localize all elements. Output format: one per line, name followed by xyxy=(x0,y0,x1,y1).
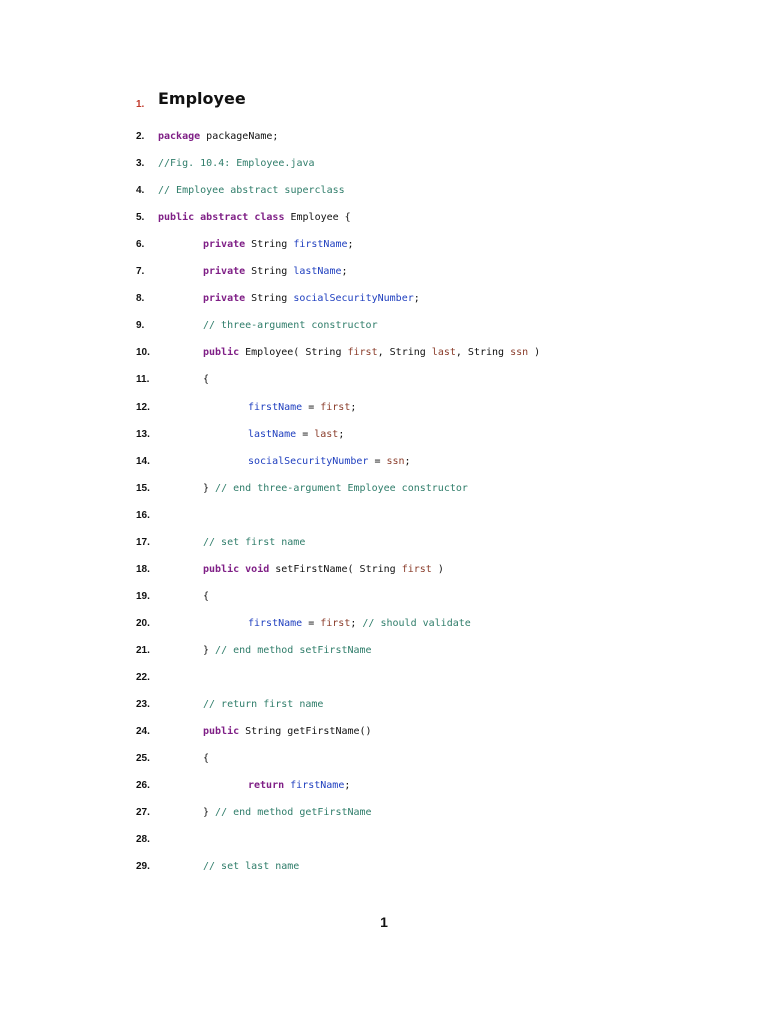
code-text xyxy=(203,644,372,658)
code-token: String xyxy=(245,266,294,277)
code-text xyxy=(248,455,411,469)
code-token: String xyxy=(245,293,294,304)
code-text xyxy=(158,157,315,171)
code-token: Employee { xyxy=(284,212,351,223)
code-token: // end method setFirstName xyxy=(215,645,372,656)
line-number: 26. xyxy=(136,780,150,791)
line-number: 21. xyxy=(136,645,150,656)
code-token: Employee( String xyxy=(239,347,348,358)
code-token: ; xyxy=(344,780,351,791)
code-token: = xyxy=(302,618,321,629)
code-token: lastName xyxy=(248,429,297,440)
line-number: 3. xyxy=(136,158,145,169)
code-token: { xyxy=(203,753,210,764)
code-token: ; xyxy=(347,239,354,250)
document-title: Employee xyxy=(158,89,246,108)
page-number: 1 xyxy=(380,914,388,930)
code-text xyxy=(158,211,351,225)
line-number: 15. xyxy=(136,483,150,494)
code-text xyxy=(203,698,323,712)
code-token: class xyxy=(254,212,285,223)
code-token: package xyxy=(158,131,201,142)
code-token: // end method getFirstName xyxy=(215,807,372,818)
code-token: ; xyxy=(338,429,345,440)
code-token: private xyxy=(203,266,246,277)
code-token: = xyxy=(302,402,321,413)
line-number: 9. xyxy=(136,320,145,331)
line-number: 12. xyxy=(136,402,150,413)
code-text xyxy=(203,860,299,874)
code-token: ; xyxy=(350,618,363,629)
code-token: = xyxy=(368,456,387,467)
code-token: ; xyxy=(341,266,348,277)
code-token: public xyxy=(203,564,240,575)
line-number: 17. xyxy=(136,537,150,548)
code-token: last xyxy=(314,429,339,440)
code-token: socialSecurityNumber xyxy=(248,456,369,467)
code-token: // three-argument constructor xyxy=(203,320,378,331)
code-token: String getFirstName() xyxy=(239,726,372,737)
line-number: 27. xyxy=(136,807,150,818)
code-token: public xyxy=(203,726,240,737)
line-number: 24. xyxy=(136,726,150,737)
line-number: 23. xyxy=(136,699,150,710)
code-token: firstName xyxy=(248,402,303,413)
line-number: 5. xyxy=(136,212,145,223)
code-text xyxy=(158,184,345,198)
code-token: setFirstName( String xyxy=(269,564,402,575)
code-token: // return first name xyxy=(203,699,324,710)
line-number: 28. xyxy=(136,834,150,845)
code-token: first xyxy=(320,402,351,413)
line-number: 10. xyxy=(136,347,150,358)
code-text xyxy=(203,319,378,333)
line-number: 19. xyxy=(136,591,150,602)
code-token: public xyxy=(203,347,240,358)
code-text xyxy=(248,779,350,793)
code-text xyxy=(203,806,372,820)
code-text xyxy=(203,292,420,306)
code-token: , String xyxy=(377,347,432,358)
code-token: private xyxy=(203,239,246,250)
code-text xyxy=(203,725,372,739)
code-text xyxy=(203,590,209,604)
code-text xyxy=(158,130,278,144)
code-token: private xyxy=(203,293,246,304)
line-number: 29. xyxy=(136,861,150,872)
line-number: 11. xyxy=(136,374,150,385)
code-token: void xyxy=(245,564,270,575)
code-text xyxy=(203,482,468,496)
line-number: 8. xyxy=(136,293,145,304)
code-token: // set first name xyxy=(203,537,306,548)
code-text xyxy=(248,617,471,631)
code-token: { xyxy=(203,591,210,602)
code-text xyxy=(203,265,348,279)
line-number: 4. xyxy=(136,185,145,196)
code-token: } xyxy=(203,807,216,818)
code-token: last xyxy=(431,347,456,358)
code-token: ) xyxy=(431,564,444,575)
code-token: ssn xyxy=(510,347,529,358)
code-text xyxy=(203,536,305,550)
line-number: 2. xyxy=(136,131,145,142)
code-token: // should validate xyxy=(362,618,471,629)
code-token: , String xyxy=(455,347,511,358)
code-token: first xyxy=(347,347,378,358)
code-token: ; xyxy=(404,456,411,467)
code-text xyxy=(203,373,209,387)
code-token: // Employee abstract superclass xyxy=(158,185,345,196)
code-text xyxy=(203,563,444,577)
code-token: ssn xyxy=(386,456,405,467)
line-number: 6. xyxy=(136,239,145,250)
code-text xyxy=(203,346,540,360)
code-token: // end three-argument Employee constructor xyxy=(215,483,468,494)
title-line-number: 1. xyxy=(136,99,145,110)
code-token: firstName xyxy=(293,239,348,250)
title-line xyxy=(0,89,768,152)
code-token: ; xyxy=(413,293,420,304)
code-text xyxy=(203,752,209,766)
code-token: return xyxy=(248,780,285,791)
code-token: ; xyxy=(350,402,357,413)
line-number: 14. xyxy=(136,456,150,467)
code-text xyxy=(203,238,354,252)
code-text xyxy=(248,401,356,415)
line-number: 22. xyxy=(136,672,150,683)
code-token: socialSecurityNumber xyxy=(293,293,414,304)
code-token: first xyxy=(320,618,351,629)
code-token: // set last name xyxy=(203,861,300,872)
code-token: } xyxy=(203,483,216,494)
line-number: 20. xyxy=(136,618,150,629)
code-token: //Fig. 10.4: Employee.java xyxy=(158,158,315,169)
code-token: ) xyxy=(528,347,541,358)
code-token: } xyxy=(203,645,216,656)
code-token: String xyxy=(245,239,294,250)
code-token: firstName xyxy=(290,780,345,791)
code-token: abstract xyxy=(200,212,249,223)
code-token: packageName; xyxy=(200,131,279,142)
code-text xyxy=(248,428,344,442)
code-token: firstName xyxy=(248,618,303,629)
line-number: 13. xyxy=(136,429,150,440)
code-token: = xyxy=(296,429,315,440)
line-number: 16. xyxy=(136,510,150,521)
code-token: public xyxy=(158,212,195,223)
code-token: first xyxy=(401,564,432,575)
line-number: 7. xyxy=(136,266,145,277)
code-token: lastName xyxy=(293,266,342,277)
code-token: { xyxy=(203,374,210,385)
line-number: 18. xyxy=(136,564,150,575)
line-number: 25. xyxy=(136,753,150,764)
